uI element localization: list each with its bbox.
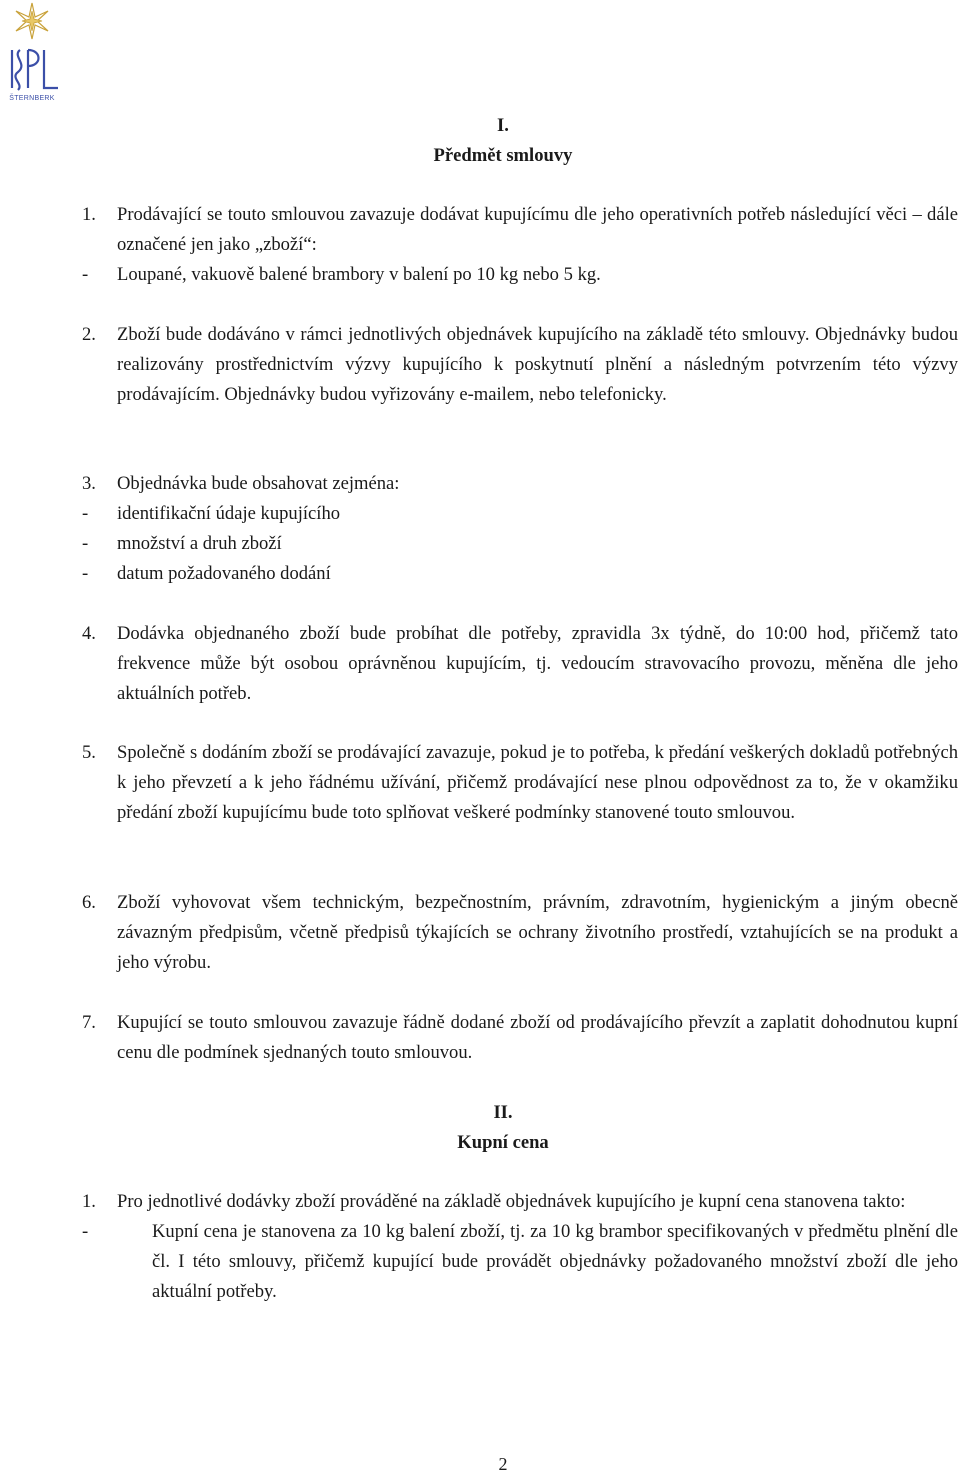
page-number: 2 <box>498 1454 508 1474</box>
bullet-dash: - <box>82 1221 89 1242</box>
bullet-item <box>82 1217 958 1307</box>
clause-7 <box>82 1008 958 1068</box>
star-logo-icon <box>4 2 60 94</box>
clause-5 <box>82 738 958 828</box>
clause-text: Zboží bude dodáváno v rámci jednotlivých objednávek kupujícího na základě této smlouvy. Objednávky budou realizovány prostřednictvím výzvy kupujícího k poskytnutí plnění a následným potvrzením této výzvy prodávajícím. Objednávky budou vyřizovány e-mailem, nebo telefonicky. <box>117 324 958 405</box>
bullet-dash: - <box>82 264 89 285</box>
section-number: I. <box>497 115 509 136</box>
clause-number: 7. <box>82 1012 96 1033</box>
bullet-dash: - <box>82 563 89 584</box>
bullet-text: datum požadovaného dodání <box>117 563 331 584</box>
clause-number: 1. <box>82 1191 96 1212</box>
bullet-dash: - <box>82 503 89 524</box>
bullet-item <box>82 559 958 589</box>
section-number: II. <box>493 1102 513 1123</box>
clause-number: 5. <box>82 742 96 763</box>
bullet-text: Loupané, vakuově balené brambory v balení po 10 kg nebo 5 kg. <box>117 264 601 285</box>
clause-1 <box>82 200 958 290</box>
clause-text: Prodávající se touto smlouvou zavazuje dodávat kupujícímu dle jeho operativních potřeb následující věci – dále označené jen jako „zboží“: <box>117 204 958 255</box>
clause-text: Dodávka objednaného zboží bude probíhat dle potřeby, zpravidla 3x týdně, do 10:00 hod, přičemž tato frekvence může být osobou oprávněnou kupujícím, tj. vedoucím stravovacího provozu, měněna dle jeho aktuálních potřeb. <box>117 623 958 704</box>
bullet-dash: - <box>82 533 89 554</box>
clause-4 <box>82 619 958 709</box>
clause-number: 2. <box>82 324 96 345</box>
hospital-logo <box>4 2 60 106</box>
clause-price-1 <box>82 1187 958 1307</box>
clause-number: 6. <box>82 892 96 913</box>
bullet-text: Kupní cena je stanovena za 10 kg balení zboží, tj. za 10 kg brambor specifikovaných v předmětu plnění dle čl. I této smlouvy, přičemž kupující bude provádět objednávky požadovaného množství zboží dle jeho aktuální potřeby. <box>152 1221 958 1302</box>
bullet-item <box>82 260 958 290</box>
clause-text: Společně s dodáním zboží se prodávající zavazuje, pokud je to potřeba, k předání veškerých dokladů potřebných k jeho převzetí a k jeho řádnému užívání, přičemž prodávající nese plnou odpovědnost za to, že v okamžiku předání zboží kupujícímu bude toto splňovat veškeré podmínky stanovené touto smlouvou. <box>117 742 958 823</box>
clause-3 <box>82 469 958 589</box>
bullet-text: identifikační údaje kupujícího <box>117 503 341 524</box>
section-title: Předmět smlouvy <box>433 145 573 166</box>
clause-text: Pro jednotlivé dodávky zboží prováděné na základě objednávek kupujícího je kupní cena stanovena takto: <box>117 1191 906 1212</box>
clause-text: Objednávka bude obsahovat zejména: <box>117 473 400 494</box>
bullet-item <box>82 529 958 559</box>
logo-caption: ŠTERNBERK <box>9 95 55 102</box>
clause-number: 1. <box>82 204 96 225</box>
clause-number: 4. <box>82 623 96 644</box>
bullet-text: množství a druh zboží <box>117 533 282 554</box>
clause-text: Kupující se touto smlouvou zavazuje řádně dodané zboží od prodávajícího převzít a zaplatit dohodnutou kupní cenu dle podmínek sjednaných touto smlouvou. <box>117 1012 958 1063</box>
clause-6 <box>82 888 958 978</box>
bullet-item <box>82 499 958 529</box>
clause-number: 3. <box>82 473 96 494</box>
clause-2 <box>82 320 958 410</box>
clause-text: Zboží vyhovovat všem technickým, bezpečnostním, právním, zdravotním, hygienickým a jiným obecně závazným předpisům, včetně předpisů týkajících se ochrany životního prostředí, vztahujících se na produkt a jeho výrobu. <box>117 892 958 973</box>
section-title: Kupní cena <box>457 1132 549 1153</box>
